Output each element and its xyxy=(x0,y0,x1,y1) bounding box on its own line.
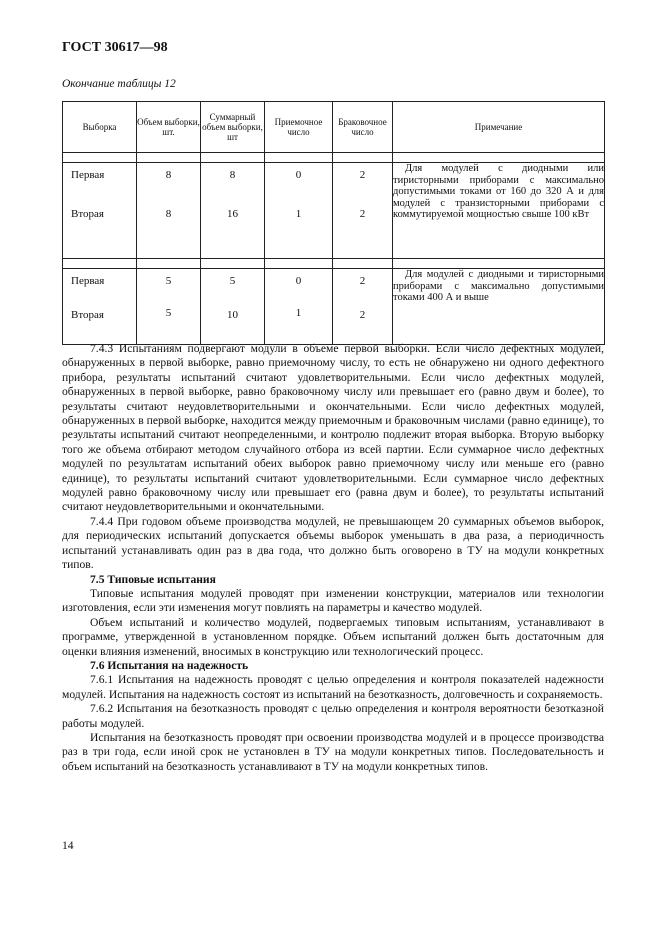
cell-value: 0 xyxy=(295,169,302,181)
table-cell xyxy=(137,163,201,259)
col-header-acceptance-number: Приемочное число xyxy=(265,102,333,153)
table-group xyxy=(63,269,605,345)
table-group xyxy=(63,163,605,259)
sample-label: Первая xyxy=(71,169,105,181)
sample-label: Вторая xyxy=(71,208,104,220)
cell-value: 8 xyxy=(229,169,236,181)
document-header: ГОСТ 30617—98 xyxy=(62,40,168,55)
paragraph-7-6-2-b: Испытания на безотказность проводят при освоении производства модулей и в процессе производства раз в три года, если иной срок не установлен в ТУ на модули конкретных типов. Последовательность и объем испытаний на безотказность устанавливают в ТУ на модули конкретных типов. xyxy=(62,730,604,773)
paragraph-7-6-2: 7.6.2 Испытания на безотказность проводят с целью определения и контроля вероятности безотказной работы модулей. xyxy=(62,702,604,730)
paragraph-7-5-b: Объем испытаний и количество модулей, подвергаемых типовым испытаниям, устанавливают в программе, утвержденной в установленном порядке. Объем испытаний должен быть достаточным для оценки влияния изменений, вносимых в конструкцию или технологический процесс. xyxy=(62,615,604,658)
col-header-sample-size: Объем выборки, шт. xyxy=(137,102,201,153)
table-cell xyxy=(201,163,265,259)
table-cell xyxy=(137,269,201,345)
table-cell xyxy=(265,269,333,345)
table-cell xyxy=(265,163,333,259)
sample-label: Первая xyxy=(71,275,105,287)
cell-value: 5 xyxy=(229,275,236,287)
col-header-cumulative-size: Суммарный объем выборки, шт xyxy=(201,102,265,153)
cell-value: 2 xyxy=(359,208,366,220)
col-header-sample: Выборка xyxy=(63,102,137,153)
table-cell xyxy=(333,163,393,259)
cell-value: 5 xyxy=(165,275,172,287)
cell-value: 0 xyxy=(295,275,302,287)
sample-label: Вторая xyxy=(71,309,104,321)
cell-value: 2 xyxy=(359,309,366,321)
document-body xyxy=(62,342,604,774)
cell-value: 8 xyxy=(165,208,172,220)
cell-value: 2 xyxy=(359,169,366,181)
table-cell xyxy=(201,269,265,345)
cell-value: 10 xyxy=(227,309,238,321)
table-header-row xyxy=(63,102,605,153)
cell-value: 5 xyxy=(165,307,172,319)
col-header-note: Примечание xyxy=(393,102,605,153)
cell-value: 1 xyxy=(295,208,302,220)
cell-value: 16 xyxy=(227,208,238,220)
table-caption: Окончание таблицы 12 xyxy=(62,78,176,90)
note-text: Для модулей с диодными или тиристорными приборами с максимально допустимыми токами от 160 до 320 А и для модулей с транзисторными приборами с коммутируемой мощностью свыше 100 кВт xyxy=(393,163,604,221)
paragraph-7-5-a: Типовые испытания модулей проводят при изменении конструкции, материалов или технологии изготовления, если эти изменения могут повлиять на параметры и качество модулей. xyxy=(62,586,604,615)
cell-value: 2 xyxy=(359,275,366,287)
table-cell xyxy=(63,163,137,259)
table-note xyxy=(393,269,605,345)
cell-value: 1 xyxy=(295,307,302,319)
page-number: 14 xyxy=(62,839,74,852)
sampling-table xyxy=(62,101,605,345)
section-heading-7-5: 7.5 Типовые испытания xyxy=(90,572,216,586)
table-cell xyxy=(63,269,137,345)
col-header-rejection-number: Браковочное число xyxy=(333,102,393,153)
section-heading-7-6: 7.6 Испытания на надежность xyxy=(90,658,249,672)
cell-value: 8 xyxy=(165,169,172,181)
paragraph-7-6-1: 7.6.1 Испытания на надежность проводят с целью определения и контроля показателей надежности модулей. Испытания на надежность состоят из испытаний на безотказность, долговечность и сохраняемость. xyxy=(62,673,604,701)
paragraph-7-4-3: 7.4.3 Испытаниям подвергают модули в объеме первой выборки. Если число дефектных модулей, обнаруженных в первой выборке, равно приемочному числу, то есть не обнаружено ни одного дефектного прибора, результаты испытаний считают удовлетворительными. Если число дефектных модулей, обнаруженных в первой выборке, равно браковочному числу или превышает его (равно двум и более), то результаты считают неудовлетворительными и окончательными. Если число дефектных модулей, обнаруженных в первой выборке, находится между приемочным и браковочным числами (равно единице), то результаты испытаний считают неопределенными, и контролю подлежит вторая выборка. Вторую выборку того же объема отбирают методом случайного отбора из всей партии. Если суммарное число дефектных модулей по результатам испытаний обеих выборок равно приемочному числу или меньше его (равно единице), то результаты испытаний считают удовлетворительными. Если суммарное число дефектных модулей равно браковочному числу или превышает его (равна двум и более), то результаты испытаний считают неудовлетворительными и окончательными. xyxy=(62,342,604,514)
table-cell xyxy=(333,269,393,345)
paragraph-7-4-4: 7.4.4 При годовом объеме производства модулей, не превышающем 20 суммарных объемов выборок, для периодических испытаний допускается объемы выборок уменьшать в два раза, а периодичность испытаний устанавливать один раз в два года, что должно быть оговорено в ТУ на модули конкретных типов. xyxy=(62,514,604,572)
table-note xyxy=(393,163,605,259)
note-text: Для модулей с диодными и тиристорными приборами с максимально допустимыми токами 400 А и выше xyxy=(393,269,604,304)
